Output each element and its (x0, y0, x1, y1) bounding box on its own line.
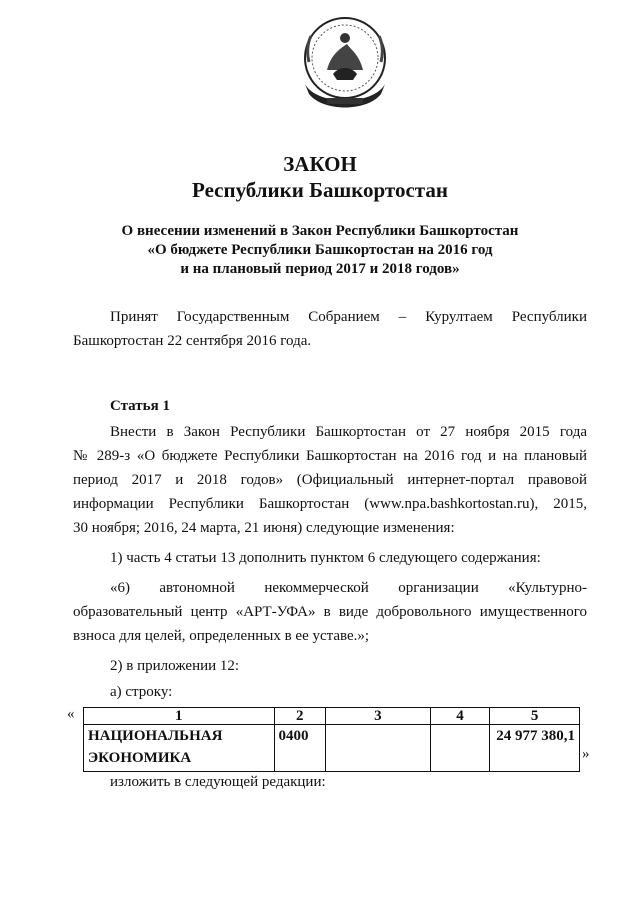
adoption-line2: Башкортостан 22 сентября 2016 года. (73, 333, 312, 349)
quote-close: » (582, 746, 590, 762)
budget-table (83, 707, 580, 772)
item-2: 2) в приложении 12: (110, 658, 240, 674)
table-header-cell: 1 (84, 708, 275, 725)
table-header-row (84, 708, 580, 725)
item-1-text-line: «6) автономной некоммерческой организации «Культурно- (110, 580, 587, 596)
quote-open: « (67, 706, 75, 722)
item-2a: а) строку: (110, 684, 173, 700)
adoption-line1: Принят Государственным Собранием – Курултаем Республики (110, 309, 587, 325)
article-intro-line: 30 ноября; 2016, 24 марта, 21 июня) следующие изменения: (73, 520, 455, 536)
table-cell-empty (325, 725, 430, 772)
article-intro-line: № 289-з «О бюджете Республики Башкортостан на 2016 год и на плановый (73, 448, 587, 464)
table-cell-amount: 24 977 380,1 (490, 725, 580, 772)
item-1: 1) часть 4 статьи 13 дополнить пунктом 6 следующего содержания: (110, 550, 541, 566)
article-intro-line: период 2017 и 2018 годов» (Официальный интернет-портал правовой (73, 472, 587, 488)
table-cell-empty (430, 725, 489, 772)
law-title-republic: Республики Башкортостан (192, 178, 448, 202)
item-1-text-line: взноса для целей, определенных в ее уставе.»; (73, 628, 370, 644)
law-subtitle-line2: «О бюджете Республики Башкортостан на 2016 год (147, 242, 493, 258)
table-header-cell: 3 (325, 708, 430, 725)
table-row (84, 725, 580, 772)
table-cell-name-line2: ЭКОНОМИКА (88, 750, 192, 766)
article-intro-line: Внести в Закон Республики Башкортостан от 27 ноября 2015 года (110, 424, 587, 440)
law-subtitle-line1: О внесении изменений в Закон Республики Башкортостан (121, 223, 519, 239)
item-1-text-line: образовательный центр «АРТ-УФА» в виде добровольного имущественного (73, 604, 587, 620)
law-subtitle-line3: и на плановый период 2017 и 2018 годов» (180, 261, 460, 277)
table-cell-name-line1: НАЦИОНАЛЬНАЯ (88, 728, 223, 744)
article-intro-line: информации Республики Башкортостан (www.npa.bashkortostan.ru), 2015, (73, 496, 587, 512)
table-header-cell: 5 (490, 708, 580, 725)
table-cell-name (84, 725, 275, 772)
table-header-cell: 2 (274, 708, 325, 725)
table-cell-code: 0400 (274, 725, 325, 772)
replace-text: изложить в следующей редакции: (110, 774, 326, 790)
article-heading: Статья 1 (110, 398, 170, 414)
law-title: ЗАКОН (283, 152, 357, 176)
coat-of-arms-icon (297, 14, 393, 120)
table-header-cell: 4 (430, 708, 489, 725)
